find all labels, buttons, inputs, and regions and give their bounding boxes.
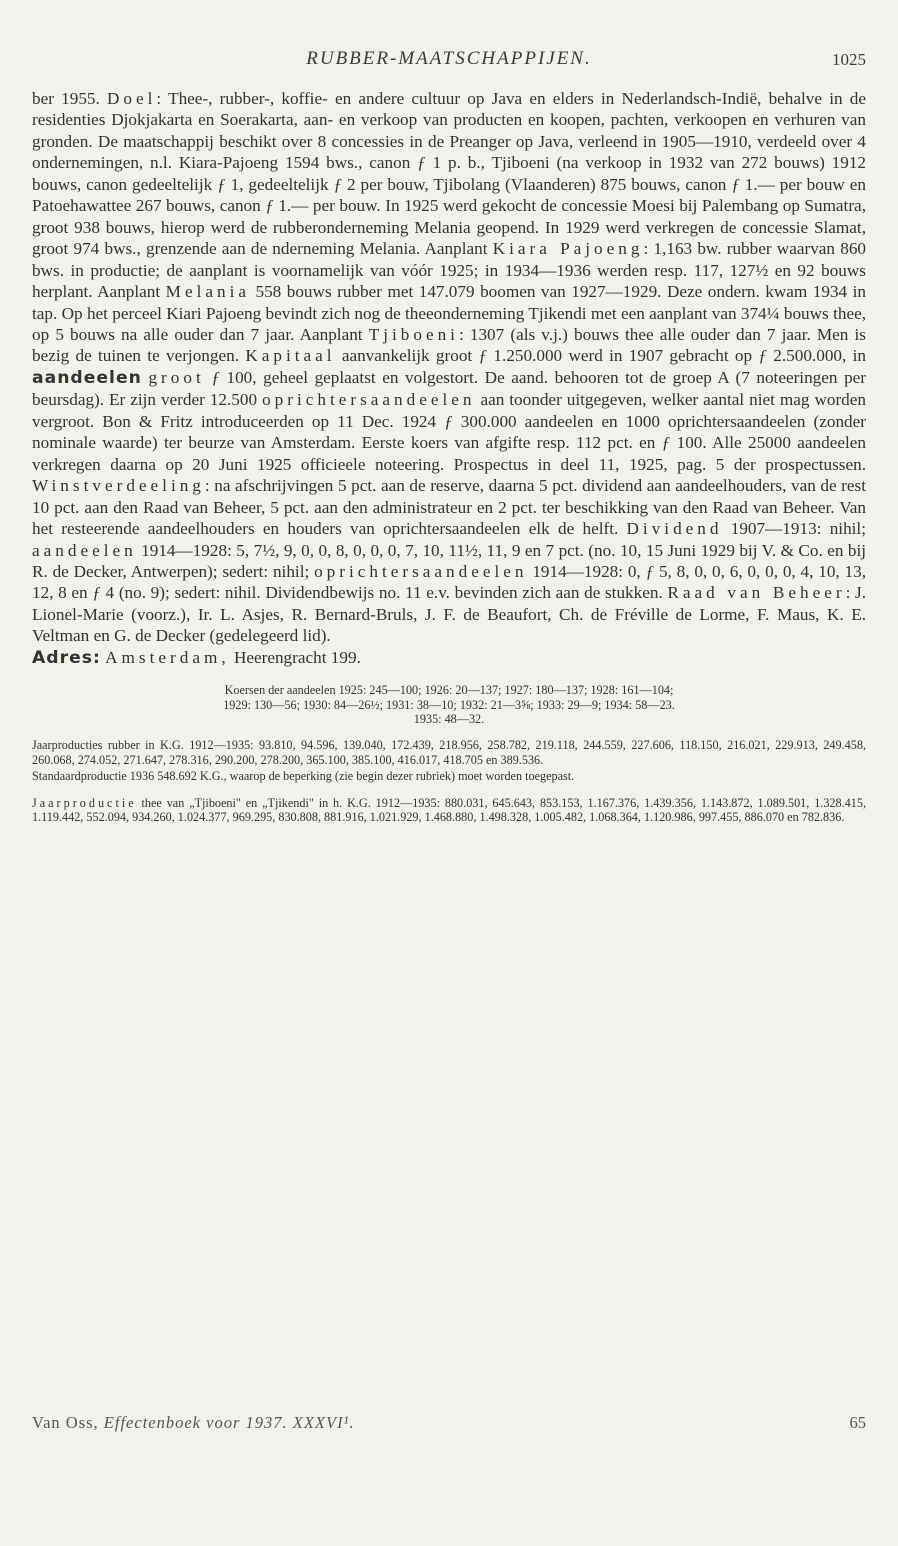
body-text-run: aanvankelijk groot	[335, 346, 479, 366]
body-paragraph	[32, 88, 866, 647]
body-text-run: aandeelen	[32, 367, 142, 388]
address-line	[32, 647, 866, 669]
tea-production-label: Jaarproductie	[32, 795, 137, 810]
share-prices-line: 1935: 48—32.	[413, 712, 485, 727]
body-text-run: Raad van Beheer	[667, 583, 846, 603]
body-text-run: Kiara Pajoeng	[492, 239, 644, 259]
address-city: Amsterdam,	[105, 647, 230, 667]
body-text-run: 1 p. b., Tjiboeni (na verkoop in 1932 van 272 bouws) 1912 bouws, canon gedeeltelijk	[32, 153, 867, 194]
body-text-run: ƒ	[444, 411, 453, 431]
share-prices-line: 1929: 130—56; 1930: 84—26½; 1931: 38—10; 1932: 21—3⅝; 1933: 29—9; 1934: 58—23.	[223, 697, 675, 712]
body-text-run: ƒ	[661, 433, 671, 453]
body-text-run: 1.— per bouw. In 1925 werd gekocht de concessie Moesi bij Palembang op Sumatra, groot 938 bouws, hierop werd de rubberonderneming Melania geopend. In 1929 werd verkregen de concessie Slamat, groot 974 bws., grenzende aan de nderneming Melania. Aanplant	[32, 196, 866, 259]
body-text-run: ƒ	[211, 367, 220, 387]
body-text-run: 1, gedeeltelijk	[225, 174, 334, 194]
share-prices	[32, 683, 866, 726]
body-text-run: Tjiboeni	[368, 324, 459, 344]
address-label: Adres:	[32, 647, 101, 668]
footer-page-number: 65	[849, 1413, 866, 1432]
body-text-run: aan toonder uitgegeven, welker aantal niet mag worden vergroot. Bon & Fritz introduceerden op 11 Dec. 1924	[32, 390, 866, 431]
body-text-run: ber 1955.	[32, 89, 107, 108]
body-text-run: ƒ	[417, 153, 426, 173]
body-text-run: aandeelen	[32, 540, 137, 560]
standard-production: Standaardproductie 1936 548.692 K.G., waarop de beperking (zie begin dezer rubriek) moet worden toegepast.	[32, 769, 575, 784]
footer-author: Van Oss,	[32, 1413, 99, 1432]
body-text-run: Winstverdeeling	[32, 476, 205, 496]
share-prices-line: Koersen der aandeelen 1925: 245—100; 1926: 20—137; 1927: 180—137; 1928: 161—104;	[224, 683, 674, 698]
body-text-run: oprichtersaandeelen	[314, 561, 528, 581]
body-text-run: groot	[148, 367, 205, 387]
body-text-run: 5, 8, 0, 0, 6, 0, 0, 0, 4, 10, 13, 12, 8 en	[32, 561, 867, 603]
body-text-run: 100, geheel geplaatst en volgestort. De aand. behooren tot de groep A (7 noteeringen per beursdag). Er zijn verder 12.500	[32, 367, 867, 410]
footer-title: Effectenboek voor 1937.	[103, 1413, 288, 1432]
body-text-run: ƒ	[92, 583, 101, 603]
body-text-run: Doel	[107, 89, 157, 108]
body-text-run: 2.500.000, in	[766, 346, 866, 366]
page-footer	[32, 1413, 866, 1437]
body-text-run: ƒ	[731, 174, 740, 194]
body-text-run: : Thee-, rubber-, koffie- en andere cultuur op Java en elders in Nederlandsch-Indië, behalve in de residenties Djokjakarta en Soerakarta, aan- en verkoop van producten en koopen, pachten, verkoopen en verhuren van gronden. De maatschappij beschikt over 8 concessies in de Preanger op Java, verleend in 1905—1910, verdeeld over 4 ondernemingen, n.l. Kiara-Pajoeng 1594 bws., canon	[32, 89, 866, 173]
footer-citation	[32, 1413, 355, 1433]
body-text-run: oprichtersaandeelen	[262, 390, 476, 410]
body-text-run: 1914—1928: 5, 7½, 9, 0, 0, 8, 0, 0, 0, 7, 10, 11½, 11, 9 en 7 pct. (no. 10, 15 Juni 1929 bij V. & Co. en bij R. de Decker, Antwerpen); sedert: nihil;	[32, 540, 866, 581]
body-text-run: : J. Lionel-Marie (voorz.), Ir. L. Asjes, R. Bernard-Bruls, J. F. de Beaufort, Ch. de Fréville de Lorme, F. Maus, K. E. Veltman en G. de Decker (gedelegeerd lid).	[32, 583, 866, 646]
running-title: RUBBER-MAATSCHAPPIJEN.	[306, 48, 592, 69]
footer-volume: XXXVI¹.	[292, 1413, 355, 1432]
body-text-run: 2 per bouw, Tjibolang (Vlaanderen) 875 bouws, canon	[342, 174, 732, 194]
page-number: 1025	[832, 50, 866, 69]
page	[32, 48, 866, 824]
rubber-production: Jaarproducties rubber in K.G. 1912—1935: 93.810, 94.596, 139.040, 172.439, 218.956, 258.782, 219.118, 244.559, 227.606, 118.150, 216.021, 229.913, 249.458, 260.068, 274.052, 271.647, 278.316, 290.200, 278.200, 365.100, 385.100, 416.017, 418.705 en 389.536.	[32, 738, 866, 767]
body-text-run: 1.250.000 werd in 1907 gebracht op	[487, 346, 759, 366]
page-header	[32, 48, 866, 88]
body-text-run: 1907—1913: nihil;	[722, 519, 866, 539]
body-text-run: 558 bouws rubber met 147.079 boomen van 1927—1929. Deze ondern. kwam 1934 in tap. Op het perceel Kiari Pajoeng bevindt zich nog de theeonderneming Tjikendi met een aanplant van 374¼ bouws thee, op 5 bouws na alle ouder dan 7 jaar. Aanplant	[32, 282, 866, 344]
body-text-run: : 1,163 bw. rubber waarvan 860 bws. in productie; de aanplant is voornamelijk van vóór 1925; in 1934—1936 werden resp. 117, 127½ en 92 bouws herplant. Aanplant	[32, 239, 867, 302]
body-text-run: ƒ	[217, 174, 226, 194]
body-text-run: Kapitaal	[245, 346, 336, 366]
tea-production	[32, 796, 866, 825]
body-text-run: ƒ	[758, 346, 767, 366]
body-text-run: ƒ	[478, 346, 488, 366]
body-text-run: 1.— per bouw en Patoehawattee 267 bouws, canon	[32, 174, 866, 216]
body-text-run: Dividend	[626, 519, 723, 539]
body-text-run: : na afschrijvingen 5 pct. aan de reserve, daarna 5 pct. dividend aan aandeelhouders, van de rest 10 pct. aan den Raad van Beheer, 5 pct. aan den administrateur en 2 pct. ter beschikking van den Raad van Beheer. Van het resteerende aandeelhouders en houders van oprichtersaandeelen elk de helft.	[32, 476, 866, 539]
body-text-run: 100. Alle 25000 aandeelen verkregen daarna op 20 Juni 1925 officieele noteering. Prospectus in deel 11, 1925, pag. 5 der prospectussen.	[32, 433, 866, 474]
body-text-run: 300.000 aandeelen en 1000 oprichtersaandeelen (zonder nominale waarde) ter beurze van Amsterdam. Eerste koers van afgifte resp. 112 pct. en	[32, 411, 866, 453]
body-text-run: ƒ	[333, 174, 343, 194]
body-text-run: Melania	[165, 282, 250, 302]
body-text-run: 1914—1928: 0,	[527, 561, 646, 581]
body-text-run: ƒ	[645, 561, 655, 581]
address-street: Heerengracht 199.	[233, 647, 361, 667]
tea-production-text: thee van „Tjiboeni" en „Tjikendi" in h. K.G. 1912—1935: 880.031, 645.643, 853.153, 1.167.376, 1.439.356, 1.143.872, 1.089.501, 1.328.415, 1.119.442, 552.094, 934.260, 1.024.377, 969.295, 830.808, 881.916, 1.021.929, 1.468.880, 1.498.328, 1.005.482, 1.068.364, 1.120.986, 997.455, 886.070 en 782.836.	[32, 795, 866, 825]
body-text-run: 4 (no. 9); sedert: nihil. Dividendbewijs no. 11 e.v. bevinden zich aan de stukken.	[100, 583, 668, 603]
body-text-run: ƒ	[265, 196, 274, 216]
body-text-run: : 1307 (als v.j.) bouws thee alle ouder dan 7 jaar. Men is bezig de tuinen te verjongen.	[32, 324, 866, 366]
